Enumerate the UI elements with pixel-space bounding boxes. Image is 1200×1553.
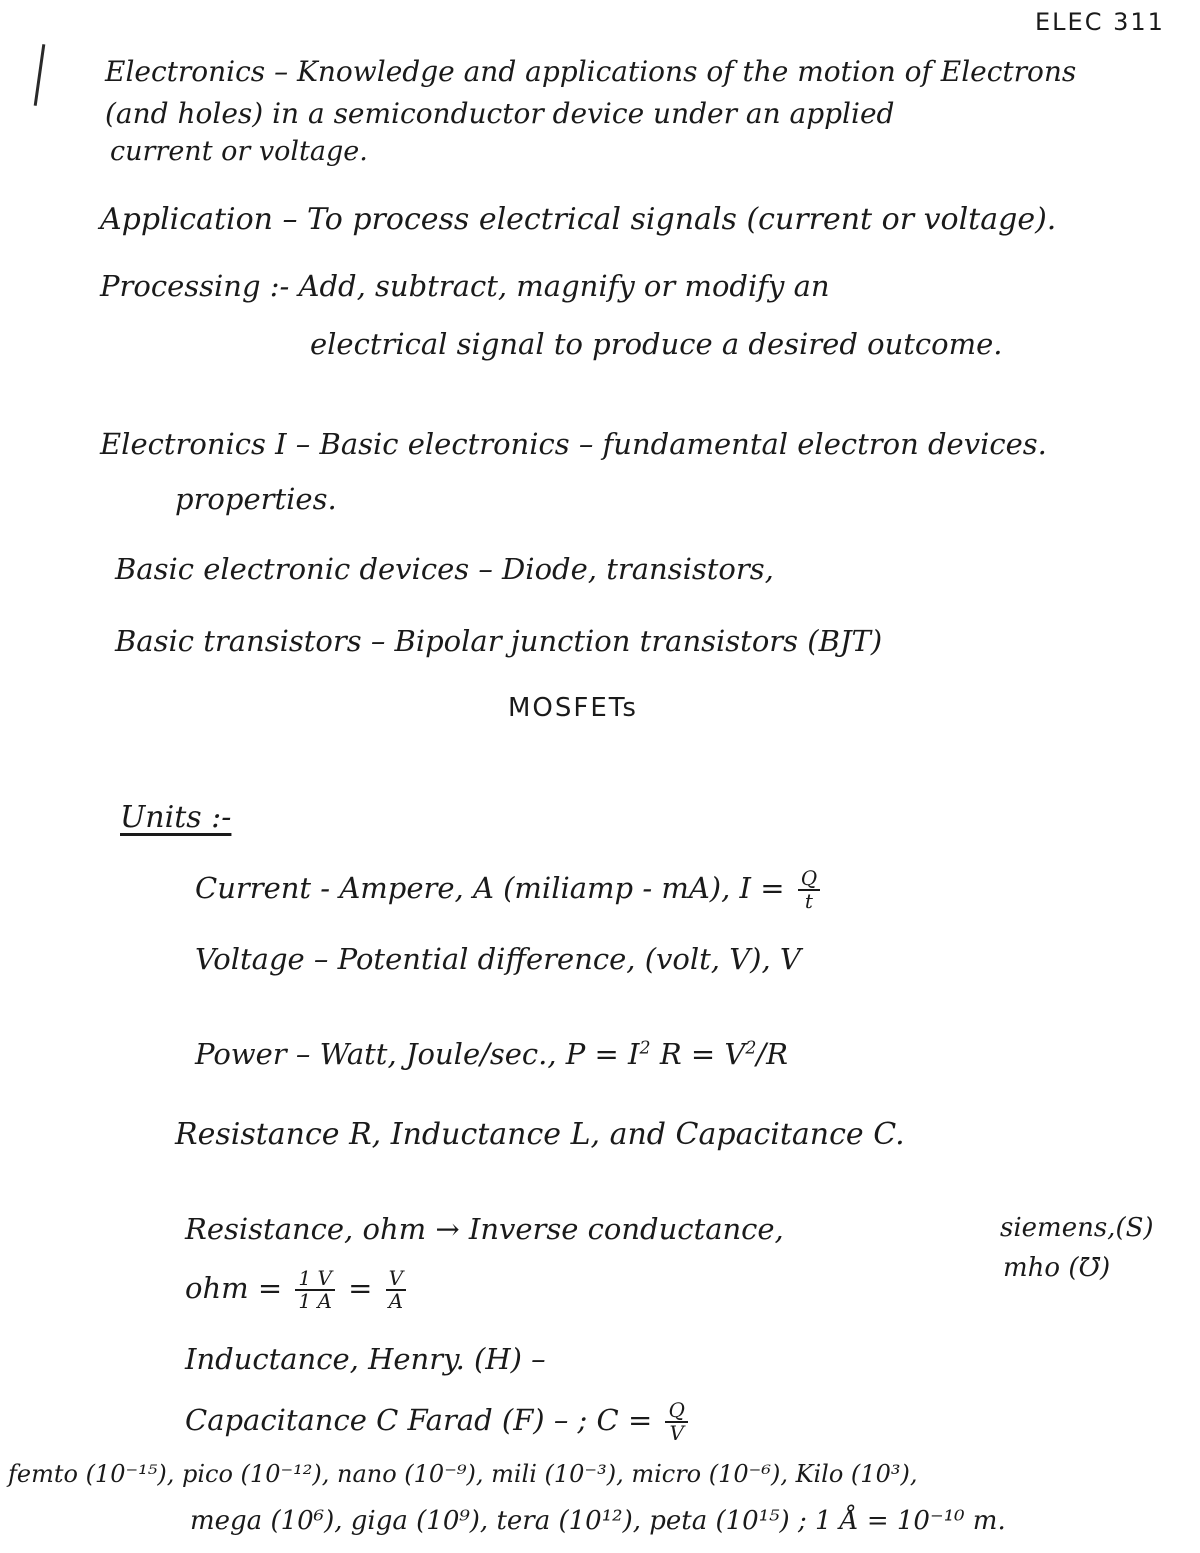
ohm-equals: = [348, 1271, 373, 1305]
prefixes-line-2: mega (10⁶), giga (10⁹), tera (10¹²), peta (10¹⁵) ; 1 Å = 10⁻¹⁰ m. [190, 1506, 1006, 1536]
devices-line-3: MOSFETs [508, 693, 638, 723]
voltage-line: Voltage – Potential difference, (volt, V), V [195, 942, 801, 976]
power-line [195, 1037, 789, 1071]
siemens-label: siemens,(S) [1000, 1213, 1154, 1243]
intro-line-1: Electronics – Knowledge and applications of the motion of Electrons [105, 55, 1077, 88]
power-mid: R = V [659, 1037, 746, 1071]
margin-mark [34, 44, 46, 106]
power-tail: /R [756, 1037, 789, 1071]
capacitance-line [185, 1400, 692, 1444]
intro-line-2: (and holes) in a semiconductor device under an applied [105, 97, 895, 130]
ohm-text: ohm = [185, 1271, 283, 1305]
prefixes-line-1: femto (10⁻¹⁵), pico (10⁻¹²), nano (10⁻⁹), mili (10⁻³), micro (10⁻⁶), Kilo (10³), [8, 1460, 918, 1488]
resistance-line: Resistance, ohm → Inverse conductance, [185, 1212, 784, 1246]
devices-line-2: Basic transistors – Bipolar junction transistors (BJT) [115, 624, 883, 658]
inductance-line: Inductance, Henry. (H) – [185, 1342, 546, 1376]
power-text: Power – Watt, Joule/sec., P = I [195, 1037, 640, 1071]
electronics-1-line-2: properties. [175, 482, 337, 516]
ohm-fraction-2-num: V [386, 1268, 406, 1291]
capacitance-fraction-den: V [669, 1421, 684, 1445]
capacitance-text: Capacitance C Farad (F) – ; C = [185, 1403, 653, 1437]
current-text: Current - Ampere, A (miliamp - mA), I = [195, 871, 785, 905]
current-line [195, 868, 824, 912]
course-code: ELEC 311 [1035, 8, 1165, 36]
capacitance-fraction [665, 1400, 687, 1444]
ohm-fraction [295, 1268, 335, 1312]
ohm-fraction-num: 1 V [295, 1268, 335, 1291]
current-fraction-num: Q [798, 868, 820, 891]
current-fraction-den: t [804, 889, 813, 913]
electronics-1-line-1: Electronics I – Basic electronics – fundamental electron devices. [100, 427, 1047, 461]
processing-line-2: electrical signal to produce a desired outcome. [310, 327, 1003, 361]
mho-label: mho (℧) [1003, 1253, 1111, 1283]
intro-line-3: current or voltage. [110, 136, 368, 167]
rlc-line: Resistance R, Inductance L, and Capacitance C. [175, 1117, 905, 1152]
ohm-fraction-2 [386, 1268, 406, 1312]
current-fraction [798, 868, 820, 912]
power-exp: 2 [639, 1038, 651, 1059]
processing-line-1: Processing :- Add, subtract, magnify or modify an [100, 269, 830, 303]
devices-line-1: Basic electronic devices – Diode, transistors, [115, 552, 774, 586]
ohm-line [185, 1268, 410, 1312]
units-heading: Units :- [120, 800, 232, 835]
ohm-fraction-den: 1 A [298, 1289, 332, 1313]
application-line: Application – To process electrical signals (current or voltage). [100, 202, 1057, 237]
power-exp-2: 2 [745, 1038, 757, 1059]
capacitance-fraction-num: Q [665, 1400, 687, 1423]
ohm-fraction-2-den: A [388, 1289, 404, 1313]
